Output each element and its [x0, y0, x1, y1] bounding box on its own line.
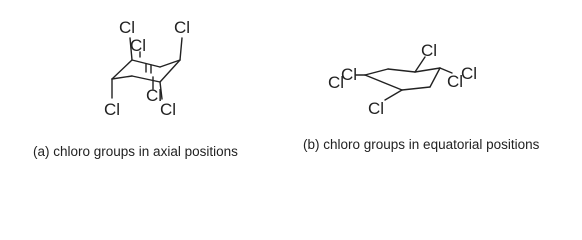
chlorine-label: Cl: [328, 73, 345, 92]
chlorine-label: Cl: [104, 100, 121, 119]
structure-a-axial: [104, 18, 190, 119]
ring-bonds-a: [112, 60, 180, 82]
chlorine-label: Cl: [447, 72, 464, 91]
chlorine-label: Cl: [421, 41, 438, 60]
chlorine-label: Cl: [174, 18, 191, 37]
chlorine-labels-b: [328, 41, 477, 118]
caption-axial: (a) chloro groups in axial positions: [33, 144, 238, 159]
chlorine-label: Cl: [160, 100, 177, 119]
chlorine-label: Cl: [461, 64, 478, 83]
structure-b-equatorial: [328, 41, 477, 118]
equatorial-bonds-b: [356, 57, 452, 100]
chlorine-labels-a: [104, 18, 190, 119]
chlorine-label: Cl: [146, 86, 163, 105]
ring-bonds-b: [365, 68, 440, 90]
caption-equatorial: (b) chloro groups in equatorial positions: [303, 137, 540, 152]
chlorine-label: Cl: [368, 99, 385, 118]
chlorine-label: Cl: [341, 65, 358, 84]
chlorine-label: Cl: [119, 18, 136, 37]
chlorine-label: Cl: [130, 36, 147, 55]
